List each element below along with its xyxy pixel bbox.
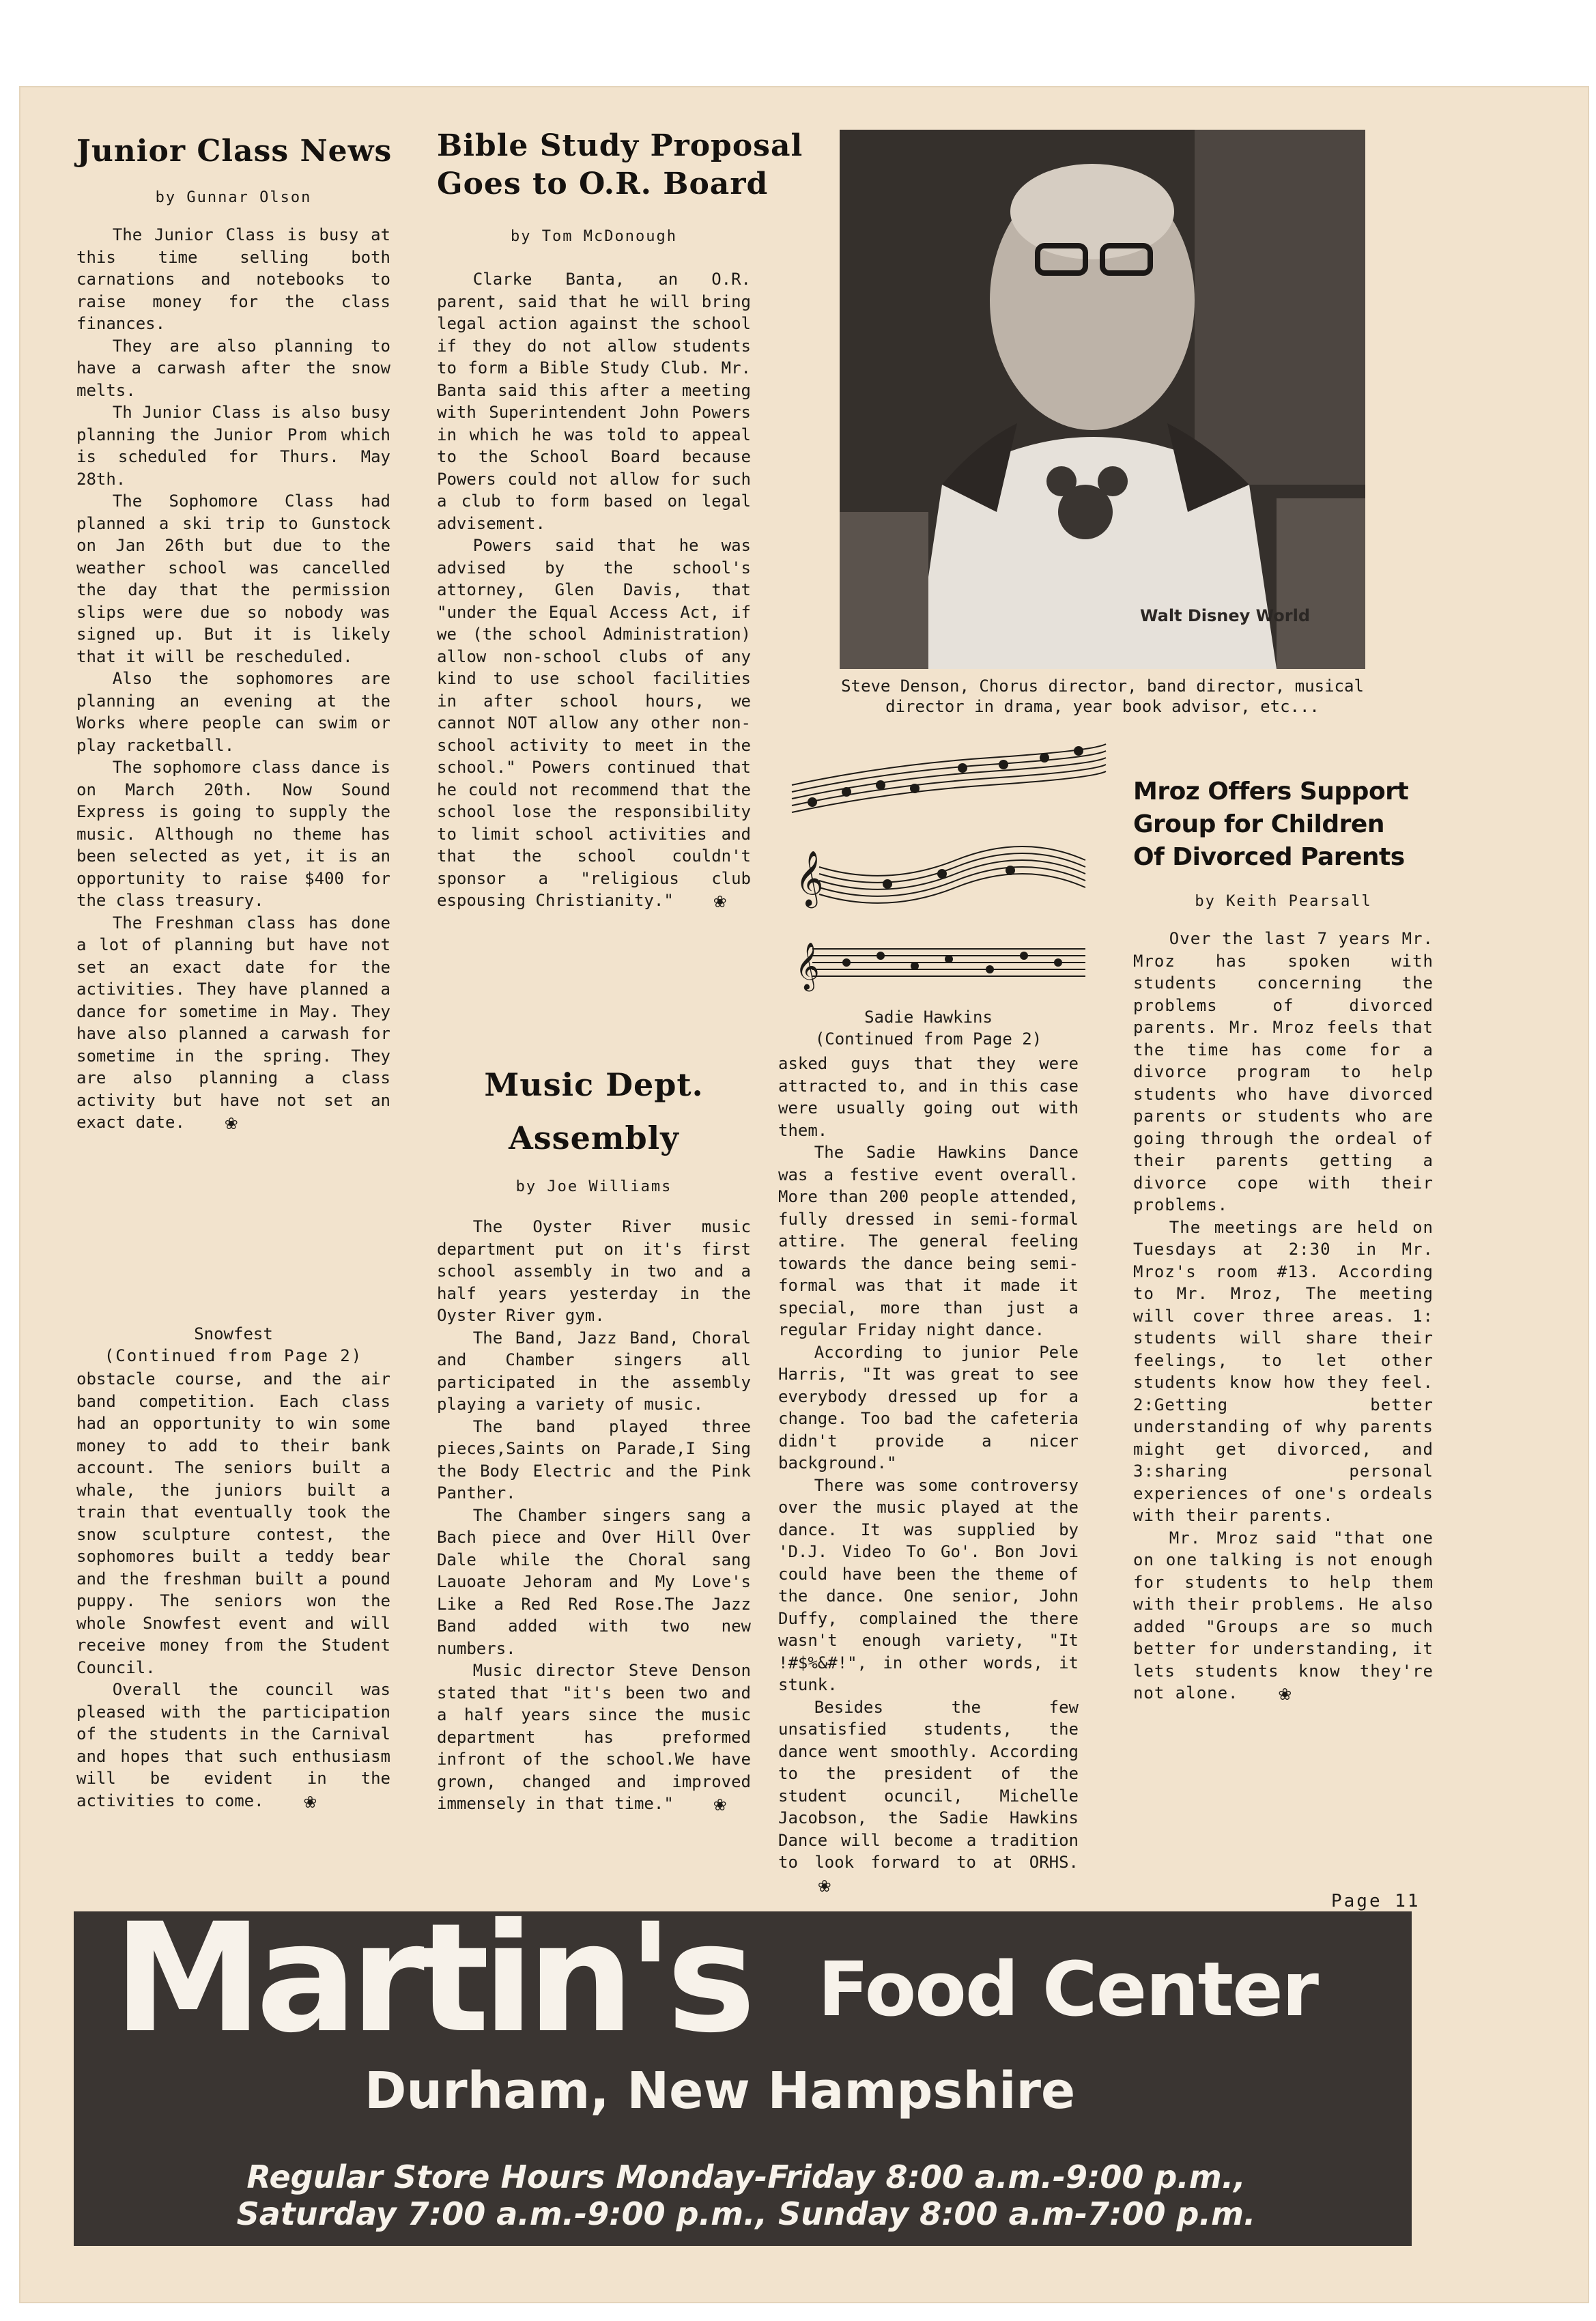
article-headline: Junior Class News bbox=[76, 134, 393, 169]
paragraph: Also the sophomores are planning an evening at the Works where people can swim or play racketball. bbox=[76, 669, 390, 755]
article-body bbox=[437, 1216, 751, 1815]
paw-print-icon: ❀ bbox=[225, 1111, 238, 1135]
headline-line: Assembly bbox=[509, 1120, 679, 1156]
paragraph: According to junior Pele Harris, "It was great to see everybody dressed up for a change. Too bad the cafeteria didn't provide a nicer background." bbox=[778, 1342, 1079, 1472]
paw-print-icon: ❀ bbox=[818, 1873, 831, 1897]
paragraph bbox=[76, 912, 390, 1134]
store-location: Durham, New Hampshire bbox=[365, 2062, 1076, 2120]
paragraph: The band played three pieces,Saints on Parade,I Sing the Body Electric and the Pink Panther. bbox=[437, 1416, 751, 1503]
paragraph: Clarke Banta, an O.R. parent, said that he will bring legal action against the school if they do not allow students to form a Bible Study Club. Mr. Banta said this after a meeting with Superintendent John Powers in which he was told to appeal to the School Board because Powers could not allow for such a club to form based on legal advisement. bbox=[437, 270, 751, 533]
paragraph: Over the last 7 years Mr. Mroz has spoken with students concerning the problems of divorced parents. Mr. Mroz feels that the time has come for a divorce program to help students who have divorced parents or students who are going through the ordeal of their parents getting a divorce cope with their problems. bbox=[1133, 929, 1434, 1214]
paragraph: The meetings are held on Tuesdays at 2:30 in Mr. Mroz's room #13. According to Mr. Mroz, The meeting will cover three areas. 1: students will share their feelings, to let other students know how they feel. 2:Getting better understanding of why parents might get divorced, and 3:sharing personal experiences of one's ordeals with their parents. bbox=[1133, 1217, 1434, 1525]
article-headline bbox=[437, 1058, 751, 1165]
paw-print-icon: ❀ bbox=[304, 1789, 317, 1813]
paragraph: obstacle course, and the air band competition. Each class had an opportunity to win some money to add to their bank account. The seniors built a whale, the juniors built a train that eventually took the snow sculpture contest, the sophomores built a teddy bear and the freshman built a pound puppy. The seniors won the whole Snowfest event and will receive money from the Student Council. bbox=[76, 1369, 390, 1677]
continued-note: (Continued from Page 2) bbox=[104, 1346, 363, 1365]
sadie-hawkins-article bbox=[778, 1008, 1079, 1896]
paragraph-text: Besides the few unsatisfied students, the dance went smoothly. According to the president of the student ocuncil, Michelle Jacobson, the Sadie Hawkins Dance will become a tradition to look forward to at ORHS. bbox=[778, 1697, 1079, 1872]
paragraph: asked guys that they were attracted to, and in this case were usually going out with them. bbox=[778, 1054, 1079, 1140]
headline-line: Goes to O.R. Board bbox=[437, 167, 769, 201]
paragraph bbox=[437, 1660, 751, 1815]
paragraph bbox=[1133, 1527, 1434, 1705]
bible-study-article bbox=[437, 127, 803, 913]
headline-line: Of Divorced Parents bbox=[1133, 843, 1405, 871]
paw-print-icon: ❀ bbox=[713, 889, 726, 913]
paragraph-text: Mr. Mroz said "that one on one talking is not enough for students to help them with their problems. He also added "Groups are so much better for understanding, it lets students know they're not alone. bbox=[1133, 1528, 1434, 1703]
headline-line: Music Dept. bbox=[484, 1066, 704, 1103]
photo-illustration bbox=[840, 130, 1365, 669]
paragraph: There was some controversy over the music played at the dance. It was supplied by 'D.J. Video To Go'. Bon Jovi could have been the theme of the dance. One senior, John Duffy, complained the there wasn't enough variety, "It !#$%&#!", in other words, it stunk. bbox=[778, 1475, 1079, 1694]
article-byline: by Keith Pearsall bbox=[1195, 893, 1372, 910]
article-headline bbox=[1133, 775, 1434, 874]
svg-text:𝄞: 𝄞 bbox=[795, 850, 824, 906]
mroz-support-group-article bbox=[1133, 775, 1434, 1705]
paw-print-icon: ❀ bbox=[1279, 1681, 1292, 1705]
paragraph bbox=[76, 1679, 390, 1812]
martins-food-center-ad bbox=[74, 1911, 1412, 2246]
paragraph: The sophomore class dance is on March 20th. Now Sound Express is going to supply the music. Although no theme has been selected as yet, it is an opportunity to raise $400 for the class treasury. bbox=[76, 758, 390, 910]
paw-print-icon: ❀ bbox=[713, 1792, 726, 1816]
paragraph bbox=[778, 1696, 1079, 1896]
paragraph: The Chamber singers sang a Bach piece and Over Hill Over Dale while the Choral sang Lauoate Jehoram and My Love's Like a Red Red Rose.The Jazz Band added with two new numbers. bbox=[437, 1505, 751, 1658]
snowfest-article bbox=[76, 1324, 390, 1812]
steve-denson-photo bbox=[840, 130, 1365, 669]
store-hours bbox=[183, 2159, 1309, 2232]
continued-title: Sadie Hawkins bbox=[864, 1008, 993, 1027]
article-byline: by Tom McDonough bbox=[511, 228, 677, 245]
paragraph: The Band, Jazz Band, Choral and Chamber singers all participated in the assembly playing a variety of music. bbox=[437, 1328, 751, 1414]
paragraph-text: Powers said that he was advised by the school's attorney, Glen Davis, that "under the Equal Access Act, if we (the school Administration) allow non-school clubs of any kind to use school facilities in after school hours, we cannot NOT allow any other non-school activity to meet in the school." Powers continued that he could not recommend that the school lose the responsibility to limit school activities and that the school couldn't sponsor a "religious club espousing Christianity." bbox=[437, 536, 751, 910]
page-number: Page 11 bbox=[1331, 1891, 1421, 1911]
photo-caption: Steve Denson, Chorus director, band director, musical director in drama, year book advisor, etc... bbox=[841, 677, 1364, 716]
headline-line: Group for Children bbox=[1133, 810, 1384, 838]
paragraph: They are also planning to have a carwash after the snow melts. bbox=[76, 336, 390, 400]
shirt-text: Walt Disney World bbox=[1140, 606, 1311, 625]
article-body bbox=[76, 224, 390, 1134]
paragraph-text: The Freshman class has done a lot of planning but have not set an exact date for the activities. They have planned a dance for sometime in May. They have also planned a carwash for sometime in the spring. They are also planning a class activity but have not set an exact date. bbox=[76, 913, 390, 1132]
store-name: Martin's bbox=[113, 1911, 750, 2066]
svg-text:𝄞: 𝄞 bbox=[795, 942, 820, 990]
hours-line: Regular Store Hours Monday-Friday 8:00 a.m.-9:00 p.m., bbox=[246, 2159, 1246, 2195]
article-body bbox=[437, 268, 751, 912]
headline-line: Bible Study Proposal bbox=[437, 128, 803, 163]
paragraph-text: Overall the council was pleased with the participation of the students in the Carnival and hopes that such enthusiasm will be evident in the activities to come. bbox=[76, 1680, 390, 1810]
junior-class-article bbox=[76, 134, 393, 1135]
paragraph: The Sadie Hawkins Dance was a festive event overall. More than 200 people attended, fully dressed in semi-formal attire. The general feeling towards the dance being semi-formal was that it made it special, more than just a regular Friday night dance. bbox=[778, 1143, 1079, 1339]
article-byline: by Joe Williams bbox=[515, 1178, 672, 1195]
music-notes-illustration bbox=[785, 737, 1113, 1010]
article-byline: by Gunnar Olson bbox=[155, 189, 312, 206]
hours-line: Saturday 7:00 a.m.-9:00 p.m., Sunday 8:00 a.m-7:00 p.m. bbox=[236, 2195, 1256, 2232]
article-body bbox=[778, 1053, 1079, 1896]
music-assembly-article bbox=[437, 1058, 751, 1815]
article-body bbox=[1133, 928, 1434, 1705]
store-type: Food Center bbox=[818, 1946, 1317, 2033]
paragraph bbox=[437, 535, 751, 912]
paragraph: The Junior Class is busy at this time selling both carnations and notebooks to raise money for the class finances. bbox=[76, 225, 390, 333]
article-body bbox=[76, 1368, 390, 1812]
continued-note: (Continued from Page 2) bbox=[814, 1029, 1042, 1049]
paragraph: The Oyster River music department put on it's first school assembly in two and a half years yesterday in the Oyster River gym. bbox=[437, 1217, 751, 1325]
paragraph-text: Music director Steve Denson stated that "it's been two and a half years since the music department has preformed infront of the school.We have grown, changed and improved immensely in that time." bbox=[437, 1661, 751, 1813]
paragraph: The Sophomore Class had planned a ski trip to Gunstock on Jan 26th but due to the weather school was cancelled the day that the permission slips were due so nobody was signed up. But it is likely that it will be rescheduled. bbox=[76, 492, 390, 666]
paragraph: Th Junior Class is also busy planning the Junior Prom which is scheduled for Thurs. May 28th. bbox=[76, 403, 390, 489]
continued-title: Snowfest bbox=[194, 1324, 273, 1343]
headline-line: Mroz Offers Support bbox=[1133, 778, 1409, 806]
article-headline bbox=[437, 127, 803, 203]
